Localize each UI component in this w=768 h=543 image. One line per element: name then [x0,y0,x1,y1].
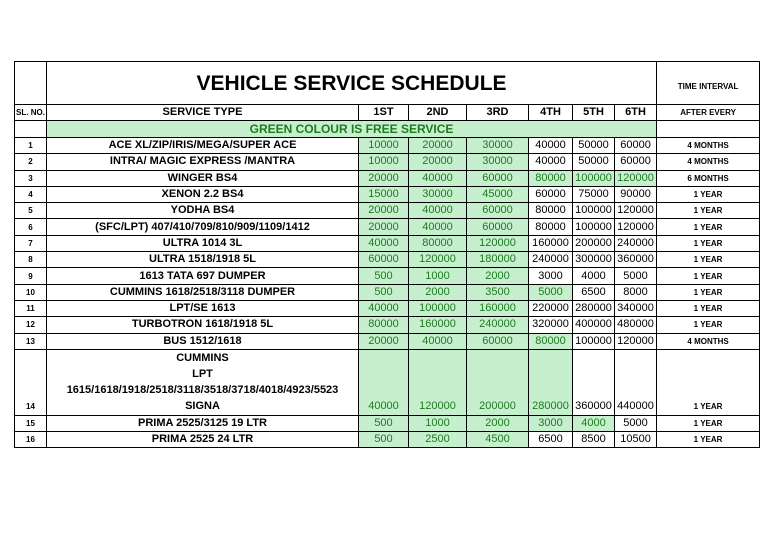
service-5-km-cell: 50000 [573,138,615,154]
service-6-km-cell: 5000 [615,268,657,284]
service-2-km-cell: 80000 [409,235,467,251]
service-1-km-cell: 15000 [359,186,409,202]
service-4-km-cell: 80000 [529,170,573,186]
table-row [15,219,760,235]
sl-no-cell: 10 [15,284,47,300]
service-schedule-table [14,61,760,448]
service-4-km-cell: 3000 [529,415,573,431]
service-6-km-cell: 480000 [615,317,657,333]
sl-no-cell: 9 [15,268,47,284]
service-5-km-cell: 400000 [573,317,615,333]
service-1-km-cell: 20000 [359,170,409,186]
interval-cell: 1 YEAR [657,349,760,415]
service-1-km-cell: 40000 [359,300,409,316]
service-6-header: 6TH [615,105,657,121]
interval-cell: 1 YEAR [657,317,760,333]
service-6-km-cell: 60000 [615,138,657,154]
sl-no-cell: 15 [15,415,47,431]
service-3-km-cell: 60000 [467,170,529,186]
time-interval-header: TIME INTERVAL [657,62,760,105]
service-1-km-cell: 60000 [359,252,409,268]
service-type-cell: 1613 TATA 697 DUMPER [47,268,359,284]
banner-row [15,121,760,138]
service-1-km-cell: 500 [359,415,409,431]
service-3-km-cell: 2000 [467,268,529,284]
service-6-km-cell: 340000 [615,300,657,316]
sl-no-cell: 11 [15,300,47,316]
service-type-cell: WINGER BS4 [47,170,359,186]
sl-no-cell: 4 [15,186,47,202]
service-6-km-cell: 240000 [615,235,657,251]
service-2-km-cell: 40000 [409,203,467,219]
table-row [15,268,760,284]
service-1-km-cell: 500 [359,432,409,448]
service-type-cell: ULTRA 1518/1918 5L [47,252,359,268]
sl-no-cell: 2 [15,154,47,170]
table-row [15,235,760,251]
service-5-header: 5TH [573,105,615,121]
sl-no-cell: 3 [15,170,47,186]
service-1-km-cell: 80000 [359,317,409,333]
blank-cell [15,121,47,138]
service-3-km-cell: 240000 [467,317,529,333]
sl-no-cell: 12 [15,317,47,333]
service-3-header: 3RD [467,105,529,121]
interval-cell: 1 YEAR [657,415,760,431]
service-4-km-cell: 240000 [529,252,573,268]
interval-cell: 1 YEAR [657,268,760,284]
page-title: VEHICLE SERVICE SCHEDULE [47,62,657,105]
table-row [15,349,760,415]
service-3-km-cell: 180000 [467,252,529,268]
after-every-header: AFTER EVERY [657,105,760,121]
service-2-km-cell: 20000 [409,154,467,170]
service-1-km-cell: 500 [359,284,409,300]
service-5-km-cell: 100000 [573,219,615,235]
sl-no-cell: 16 [15,432,47,448]
service-6-km-cell: 60000 [615,154,657,170]
service-type-cell: PRIMA 2525 24 LTR [47,432,359,448]
service-3-km-cell: 30000 [467,138,529,154]
service-type-cell: YODHA BS4 [47,203,359,219]
service-6-km-cell: 90000 [615,186,657,202]
service-2-km-cell: 40000 [409,170,467,186]
service-1-km-cell: 20000 [359,219,409,235]
table-row [15,317,760,333]
service-6-km-cell: 120000 [615,203,657,219]
service-type-cell: (SFC/LPT) 407/410/709/810/909/1109/1412 [47,219,359,235]
service-3-km-cell: 30000 [467,154,529,170]
table-row [15,154,760,170]
service-3-km-cell: 60000 [467,219,529,235]
interval-cell: 1 YEAR [657,300,760,316]
interval-cell: 1 YEAR [657,235,760,251]
service-4-km-cell: 5000 [529,284,573,300]
service-2-km-cell: 160000 [409,317,467,333]
service-2-km-cell: 1000 [409,415,467,431]
service-type-cell [47,349,359,415]
service-3-km-cell: 60000 [467,333,529,349]
service-type-line: LPT [192,367,213,380]
sl-no-cell: 14 [15,349,47,415]
service-5-km-cell: 8500 [573,432,615,448]
blank-cell [657,121,760,138]
service-2-km-cell: 40000 [409,333,467,349]
service-1-km-cell: 500 [359,268,409,284]
header-row [15,105,760,121]
service-2-km-cell: 40000 [409,219,467,235]
interval-cell: 1 YEAR [657,252,760,268]
service-5-km-cell: 300000 [573,252,615,268]
service-2-km-cell: 120000 [409,349,467,415]
service-1-km-cell: 40000 [359,349,409,415]
service-4-km-cell: 80000 [529,333,573,349]
interval-cell: 6 MONTHS [657,170,760,186]
service-3-km-cell: 2000 [467,415,529,431]
table-row [15,170,760,186]
service-1-km-cell: 10000 [359,154,409,170]
service-type-cell: XENON 2.2 BS4 [47,186,359,202]
free-service-banner: GREEN COLOUR IS FREE SERVICE [47,121,657,138]
blank-cell [15,62,47,105]
service-4-km-cell: 60000 [529,186,573,202]
service-1-km-cell: 40000 [359,235,409,251]
title-row [15,62,760,105]
service-4-km-cell: 40000 [529,154,573,170]
table-row [15,333,760,349]
table-row [15,186,760,202]
interval-cell: 4 MONTHS [657,333,760,349]
service-3-km-cell: 200000 [467,349,529,415]
interval-cell: 1 YEAR [657,284,760,300]
service-4-km-cell: 160000 [529,235,573,251]
service-4-km-cell: 80000 [529,203,573,219]
service-1-km-cell: 20000 [359,333,409,349]
service-type-header: SERVICE TYPE [47,105,359,121]
service-4-km-cell: 220000 [529,300,573,316]
sl-no-header: SL. NO. [15,105,47,121]
service-5-km-cell: 100000 [573,203,615,219]
service-5-km-cell: 100000 [573,333,615,349]
service-4-km-cell: 6500 [529,432,573,448]
service-2-km-cell: 30000 [409,186,467,202]
service-type-cell: CUMMINS 1618/2518/3118 DUMPER [47,284,359,300]
sl-no-cell: 7 [15,235,47,251]
service-type-cell: TURBOTRON 1618/1918 5L [47,317,359,333]
service-6-km-cell: 440000 [615,349,657,415]
interval-cell: 4 MONTHS [657,154,760,170]
sl-no-cell: 13 [15,333,47,349]
service-5-km-cell: 280000 [573,300,615,316]
table-row [15,252,760,268]
interval-cell: 1 YEAR [657,432,760,448]
service-type-cell: ULTRA 1014 3L [47,235,359,251]
service-4-km-cell: 3000 [529,268,573,284]
table-row [15,300,760,316]
sl-no-cell: 6 [15,219,47,235]
service-3-km-cell: 120000 [467,235,529,251]
service-1-header: 1ST [359,105,409,121]
table-row [15,284,760,300]
table-row [15,138,760,154]
service-6-km-cell: 8000 [615,284,657,300]
service-2-km-cell: 20000 [409,138,467,154]
service-4-km-cell: 320000 [529,317,573,333]
service-6-km-cell: 360000 [615,252,657,268]
service-6-km-cell: 10500 [615,432,657,448]
service-6-km-cell: 120000 [615,333,657,349]
service-2-km-cell: 2000 [409,284,467,300]
service-type-cell: INTRA/ MAGIC EXPRESS /MANTRA [47,154,359,170]
interval-cell: 1 YEAR [657,219,760,235]
service-type-cell: ACE XL/ZIP/IRIS/MEGA/SUPER ACE [47,138,359,154]
service-2-km-cell: 2500 [409,432,467,448]
sl-no-cell: 8 [15,252,47,268]
service-1-km-cell: 10000 [359,138,409,154]
service-3-km-cell: 160000 [467,300,529,316]
service-2-km-cell: 1000 [409,268,467,284]
interval-cell: 1 YEAR [657,203,760,219]
service-4-km-cell: 40000 [529,138,573,154]
service-5-km-cell: 75000 [573,186,615,202]
service-5-km-cell: 50000 [573,154,615,170]
sl-no-cell: 5 [15,203,47,219]
service-3-km-cell: 60000 [467,203,529,219]
service-type-line: CUMMINS [176,351,229,364]
service-type-cell: PRIMA 2525/3125 19 LTR [47,415,359,431]
service-4-km-cell: 280000 [529,349,573,415]
service-3-km-cell: 45000 [467,186,529,202]
service-2-header: 2ND [409,105,467,121]
service-6-km-cell: 5000 [615,415,657,431]
interval-cell: 1 YEAR [657,186,760,202]
service-4-km-cell: 80000 [529,219,573,235]
service-4-header: 4TH [529,105,573,121]
service-type-line: 1615/1618/1918/2518/3118/3518/3718/4018/4923/5523 [66,383,339,396]
service-3-km-cell: 4500 [467,432,529,448]
service-5-km-cell: 4000 [573,415,615,431]
service-6-km-cell: 120000 [615,219,657,235]
service-5-km-cell: 4000 [573,268,615,284]
service-5-km-cell: 6500 [573,284,615,300]
service-type-cell: BUS 1512/1618 [47,333,359,349]
interval-cell: 4 MONTHS [657,138,760,154]
service-1-km-cell: 20000 [359,203,409,219]
service-5-km-cell: 360000 [573,349,615,415]
service-2-km-cell: 120000 [409,252,467,268]
table-row [15,432,760,448]
service-2-km-cell: 100000 [409,300,467,316]
table-row [15,415,760,431]
service-3-km-cell: 3500 [467,284,529,300]
service-6-km-cell: 120000 [615,170,657,186]
service-5-km-cell: 200000 [573,235,615,251]
service-type-cell: LPT/SE 1613 [47,300,359,316]
service-5-km-cell: 100000 [573,170,615,186]
service-type-line: SIGNA [185,399,220,412]
sl-no-cell: 1 [15,138,47,154]
table-row [15,203,760,219]
